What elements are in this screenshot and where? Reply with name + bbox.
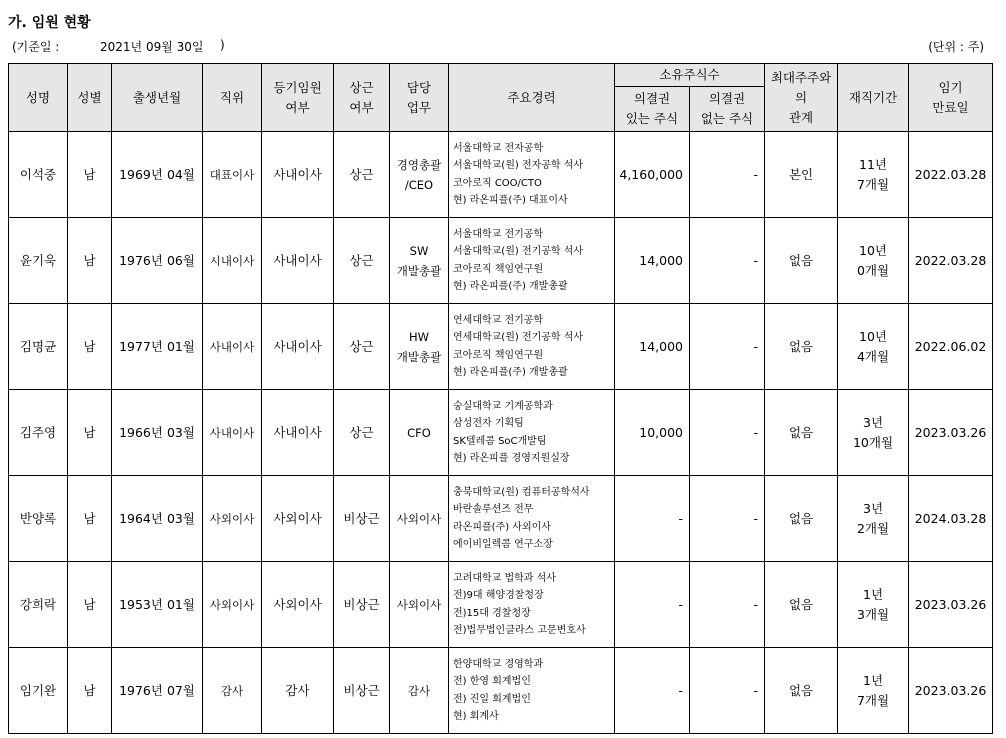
cell-fulltime: 비상근	[334, 562, 390, 648]
cell-name: 강희락	[9, 562, 68, 648]
header-voting-shares: 의결권 있는 주식	[615, 87, 690, 132]
cell-tenure: 1년 3개월	[838, 562, 909, 648]
cell-voting-shares: 4,160,000	[615, 132, 690, 218]
cell-position: 감사	[203, 648, 262, 734]
base-date-label: (기준일 :	[12, 40, 60, 54]
cell-duty: 감사	[390, 648, 449, 734]
cell-career: 한양대학교 경영학과 전) 한영 회계법인 전) 진일 회계법인 현) 회계사	[449, 648, 615, 734]
cell-position: 시내이사	[203, 218, 262, 304]
table-row	[9, 304, 993, 390]
cell-gender: 남	[68, 390, 112, 476]
cell-voting-shares: 14,000	[615, 304, 690, 390]
header-shares: 소유주식수	[615, 64, 765, 87]
header-registered: 등기임원 여부	[262, 64, 334, 132]
cell-name: 김명균	[9, 304, 68, 390]
cell-term-end: 2023.03.26	[909, 562, 993, 648]
cell-position: 사외이사	[203, 476, 262, 562]
executives-table	[8, 63, 993, 734]
table-row	[9, 476, 993, 562]
cell-position: 대표이사	[203, 132, 262, 218]
base-date-value: 2021년 09월 30일	[100, 40, 204, 54]
cell-term-end: 2022.03.28	[909, 132, 993, 218]
cell-duty: HW 개발총괄	[390, 304, 449, 390]
header-birth: 출생년월	[112, 64, 203, 132]
cell-relation: 없음	[765, 476, 838, 562]
cell-term-end: 2022.03.28	[909, 218, 993, 304]
cell-duty: 경영총괄 /CEO	[390, 132, 449, 218]
header-fulltime: 상근 여부	[334, 64, 390, 132]
cell-career: 연세대학교 전기공학 연세대학교(원) 전기공학 석사 코아로직 책임연구원 현) 라온피플(주) 개발총괄	[449, 304, 615, 390]
cell-nonvoting-shares: -	[690, 304, 765, 390]
cell-birth: 1969년 04월	[112, 132, 203, 218]
unit-label: (단위 : 주)	[928, 40, 984, 54]
cell-name: 김주영	[9, 390, 68, 476]
cell-registered: 사내이사	[262, 304, 334, 390]
cell-birth: 1976년 06월	[112, 218, 203, 304]
cell-position: 사내이사	[203, 390, 262, 476]
header-tenure: 재직기간	[838, 64, 909, 132]
table-row	[9, 390, 993, 476]
table-row	[9, 562, 993, 648]
header-career: 주요경력	[449, 64, 615, 132]
cell-relation: 없음	[765, 390, 838, 476]
cell-nonvoting-shares: -	[690, 476, 765, 562]
cell-gender: 남	[68, 132, 112, 218]
cell-nonvoting-shares: -	[690, 648, 765, 734]
cell-gender: 남	[68, 562, 112, 648]
table-row	[9, 218, 993, 304]
cell-relation: 없음	[765, 648, 838, 734]
cell-tenure: 10년 4개월	[838, 304, 909, 390]
cell-gender: 남	[68, 218, 112, 304]
cell-term-end: 2024.03.28	[909, 476, 993, 562]
cell-fulltime: 비상근	[334, 648, 390, 734]
cell-relation: 없음	[765, 218, 838, 304]
cell-birth: 1966년 03월	[112, 390, 203, 476]
cell-name: 임기완	[9, 648, 68, 734]
base-date-line	[8, 38, 984, 54]
header-nonvoting-shares: 의결권 없는 주식	[690, 87, 765, 132]
header-duty: 담당 업무	[390, 64, 449, 132]
table-row	[9, 132, 993, 218]
cell-name: 반양록	[9, 476, 68, 562]
cell-gender: 남	[68, 476, 112, 562]
cell-position: 사외이사	[203, 562, 262, 648]
section-title: 가. 임원 현황	[8, 15, 91, 31]
cell-name: 이석중	[9, 132, 68, 218]
cell-term-end: 2023.03.26	[909, 648, 993, 734]
table-row	[9, 648, 993, 734]
cell-tenure: 11년 7개월	[838, 132, 909, 218]
cell-birth: 1976년 07월	[112, 648, 203, 734]
cell-registered: 사외이사	[262, 562, 334, 648]
cell-career: 서울대학교 전자공학 서울대학교(원) 전자공학 석사 코아로직 COO/CTO 현) 라온피플(주) 대표이사	[449, 132, 615, 218]
cell-term-end: 2023.03.26	[909, 390, 993, 476]
cell-voting-shares: -	[615, 476, 690, 562]
cell-fulltime: 비상근	[334, 476, 390, 562]
cell-duty: CFO	[390, 390, 449, 476]
cell-fulltime: 상근	[334, 132, 390, 218]
cell-birth: 1964년 03월	[112, 476, 203, 562]
header-position: 직위	[203, 64, 262, 132]
cell-registered: 사외이사	[262, 476, 334, 562]
cell-tenure: 3년 10개월	[838, 390, 909, 476]
cell-relation: 본인	[765, 132, 838, 218]
cell-registered: 감사	[262, 648, 334, 734]
header-term: 임기 만료일	[909, 64, 993, 132]
cell-birth: 1953년 01월	[112, 562, 203, 648]
header-name: 성명	[9, 64, 68, 132]
cell-registered: 사내이사	[262, 390, 334, 476]
cell-career: 서울대학교 전기공학 서울대학교(원) 전기공학 석사 코아로직 책임연구원 현) 라온피플(주) 개발총괄	[449, 218, 615, 304]
cell-registered: 사내이사	[262, 132, 334, 218]
cell-nonvoting-shares: -	[690, 132, 765, 218]
cell-nonvoting-shares: -	[690, 218, 765, 304]
cell-position: 사내이사	[203, 304, 262, 390]
cell-duty: SW 개발총괄	[390, 218, 449, 304]
cell-birth: 1977년 01월	[112, 304, 203, 390]
base-date-close: )	[220, 38, 225, 52]
cell-career: 충북대학교(원) 컴퓨터공학석사 바란솔루션즈 전무 라온피플(주) 사외이사 에이비일렉콤 연구소장	[449, 476, 615, 562]
cell-relation: 없음	[765, 562, 838, 648]
cell-voting-shares: 14,000	[615, 218, 690, 304]
cell-tenure: 1년 7개월	[838, 648, 909, 734]
cell-name: 윤기욱	[9, 218, 68, 304]
cell-career: 숭실대학교 기계공학과 삼성전자 기획팀 SK텔레콤 SoC개발팀 현) 라온피플 경영지원실장	[449, 390, 615, 476]
cell-gender: 남	[68, 304, 112, 390]
header-relation: 최대주주와 의 관계	[765, 64, 838, 132]
header-gender: 성별	[68, 64, 112, 132]
cell-fulltime: 상근	[334, 390, 390, 476]
cell-nonvoting-shares: -	[690, 562, 765, 648]
cell-term-end: 2022.06.02	[909, 304, 993, 390]
cell-fulltime: 상근	[334, 218, 390, 304]
cell-duty: 사외이사	[390, 562, 449, 648]
cell-registered: 사내이사	[262, 218, 334, 304]
cell-nonvoting-shares: -	[690, 390, 765, 476]
cell-tenure: 10년 0개월	[838, 218, 909, 304]
cell-duty: 사외이사	[390, 476, 449, 562]
cell-voting-shares: 10,000	[615, 390, 690, 476]
cell-gender: 남	[68, 648, 112, 734]
cell-voting-shares: -	[615, 648, 690, 734]
cell-relation: 없음	[765, 304, 838, 390]
cell-tenure: 3년 2개월	[838, 476, 909, 562]
cell-fulltime: 상근	[334, 304, 390, 390]
cell-voting-shares: -	[615, 562, 690, 648]
cell-career: 고려대학교 법학과 석사 전)9대 해양경찰청장 전)15대 경찰청장 전)법무법인클라스 고문변호사	[449, 562, 615, 648]
